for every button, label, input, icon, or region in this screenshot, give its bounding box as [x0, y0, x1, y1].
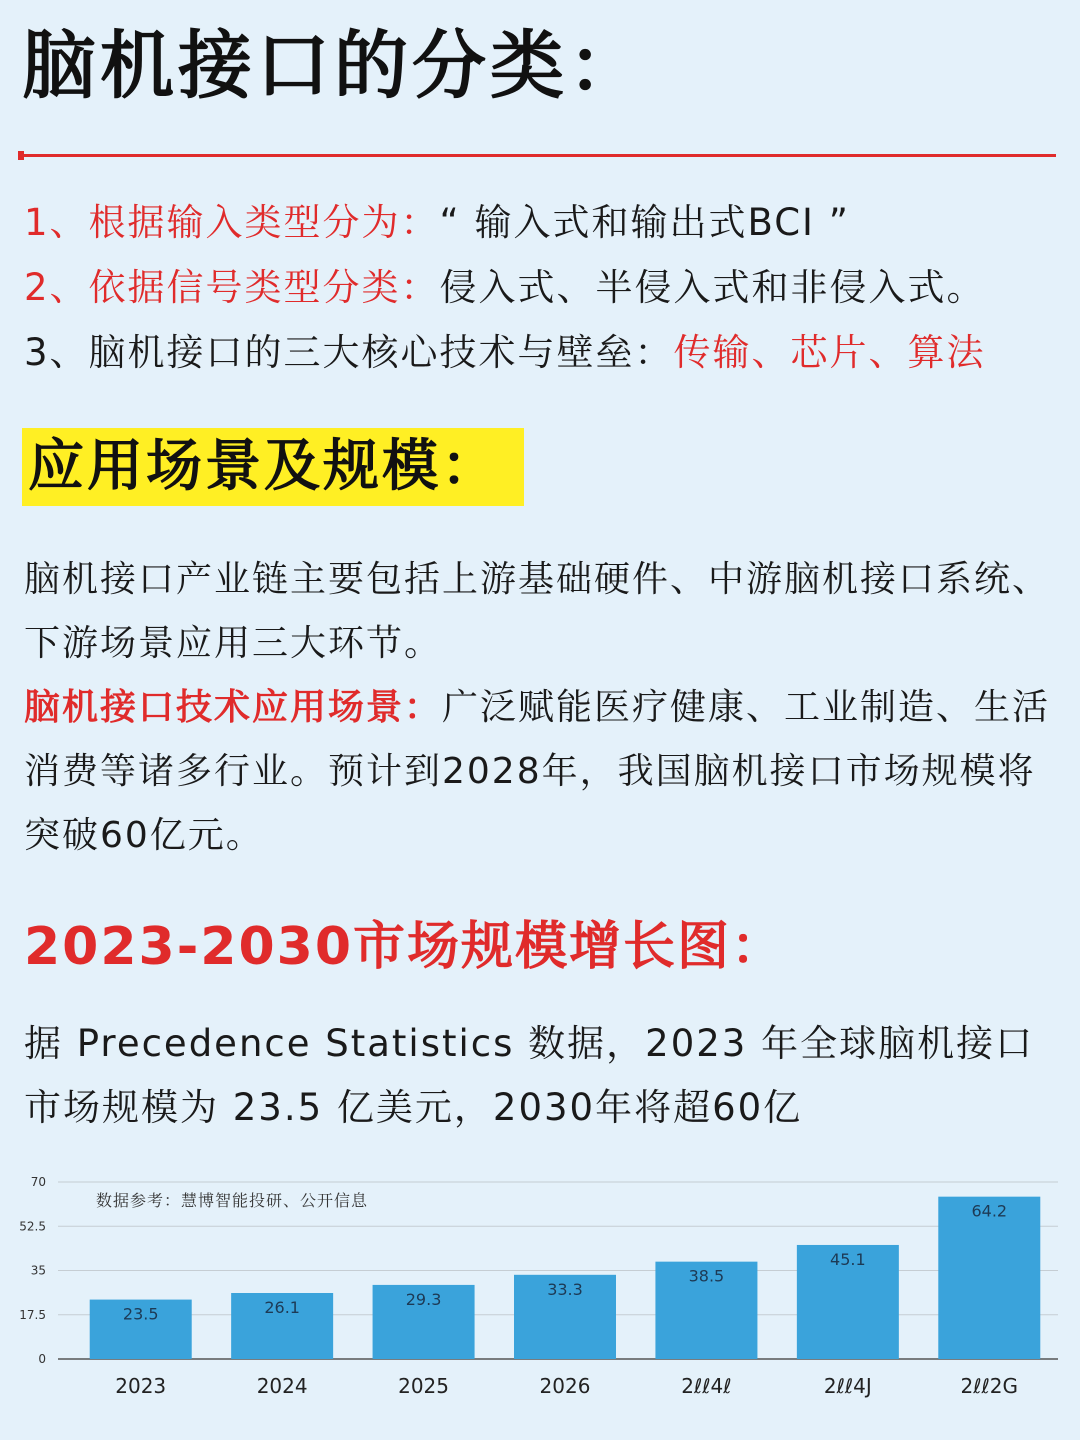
y-tick-label: 17.5 — [19, 1307, 46, 1322]
classification-text: 侵入式、半侵入式和非侵入式。 — [439, 266, 986, 309]
x-tick-label: 2ℓℓ4ℓ — [681, 1374, 732, 1398]
classification-text: “ 输入式和输出式BCI ” — [439, 201, 850, 244]
y-tick-label: 0 — [38, 1352, 46, 1366]
x-tick-label: 2025 — [398, 1374, 450, 1398]
x-tick-label: 2026 — [539, 1374, 591, 1398]
bar-value-label: 33.3 — [547, 1279, 583, 1299]
bar-value-label: 64.2 — [971, 1201, 1008, 1221]
classification-text: 3、脑机接口的三大核心技术与壁垒： — [24, 331, 674, 374]
bar-value-label: 26.1 — [264, 1298, 300, 1318]
chart-source-note: 数据参考：慧博智能投研、公开信息 — [96, 1191, 369, 1210]
application-text: 广泛赋能医疗健康、工业制造、生活消费等诸多行业。预计到2028年，我国脑机接口市场规模将突破60亿元。 — [24, 687, 1051, 856]
core-tech-highlight: 传输、芯片、算法 — [673, 331, 986, 374]
classification-item-core-tech — [24, 320, 1064, 385]
x-tick-label: 2023 — [115, 1374, 167, 1398]
y-tick-label: 70 — [30, 1175, 46, 1189]
industry-chain-paragraph: 脑机接口产业链主要包括上游基础硬件、中游脑机接口系统、下游场景应用三大环节。 — [24, 559, 1051, 664]
x-tick-label: 2ℓℓ4J — [823, 1374, 872, 1398]
classification-item-signal — [24, 255, 1064, 320]
bar-value-label: 23.5 — [122, 1304, 159, 1324]
x-tick-label: 2ℓℓ2G — [960, 1374, 1019, 1398]
x-tick-label: 2024 — [256, 1374, 308, 1398]
bar-value-label: 29.3 — [405, 1289, 442, 1309]
y-tick-label: 35 — [30, 1263, 46, 1278]
classification-list — [24, 190, 1064, 385]
chart-heading: 2023-2030市场规模增长图： — [24, 917, 786, 977]
application-paragraph — [24, 676, 1056, 868]
bar — [938, 1197, 1040, 1359]
bar-value-label: 45.1 — [830, 1249, 866, 1269]
classification-label: 1、根据输入类型分为： — [24, 201, 440, 244]
section-heading: 应用场景及规模： — [22, 428, 524, 506]
classification-item-input — [24, 190, 1064, 255]
bar-value-label: 38.5 — [688, 1266, 725, 1286]
application-label: 脑机接口技术应用场景： — [24, 687, 443, 728]
y-tick-label: 52.5 — [19, 1219, 46, 1234]
title-divider — [20, 154, 1056, 157]
market-paragraph: 据 Precedence Statistics 数据，2023 年全球脑机接口市场规模为 23.5 亿美元，2030年将超60亿 — [24, 1022, 1035, 1129]
page-title: 脑机接口的分类： — [22, 23, 646, 109]
classification-label: 2、依据信号类型分类： — [24, 266, 440, 309]
